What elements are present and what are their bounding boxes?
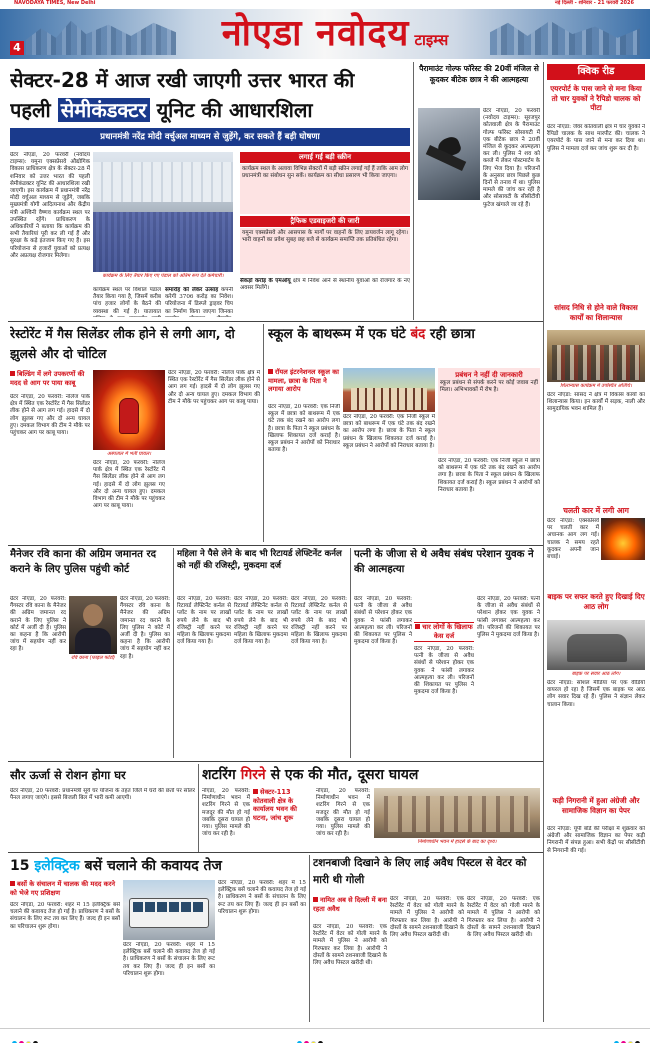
box-mou-text: क्षेत्र में निवेश आने से स्थानीय युवाओं को रोजगार के नए अवसर मिलेंगे। xyxy=(240,278,410,292)
wife-body: ग्रेटर नोएडा, 20 फरवरी: पत्नी के जीजा से अवैध संबंधों से परेशान होकर एक युवक ने फांसी लगाकर आत्महत्या कर ली। परिजनों की शिकायत पर पुलिस ने मुकदमा दर्ज किया है। xyxy=(354,596,412,646)
box-traffic-text: यमुना एक्सप्रेसवे और आसपास के मार्गों पर वाहनों के लिए डायवर्जन लागू रहेगा। भारी वाहनों का प्रवेश सुबह छह बजे से कार्यक्रम समाप्ति तक प्रतिबंधित रहेगा। xyxy=(240,228,410,274)
pistol-subhead-text: नामित अब से दिल्ली में बना रहता अवैध xyxy=(313,896,387,913)
gas-subhead-text: बिल्डिंग में लगे उपकरणों की मदद से आग पर पाया काबू xyxy=(10,370,85,387)
manager-caption: रवि काना (फाइल फोटो) xyxy=(71,655,115,661)
woman-body-3: ग्रेटर नोएडा, 20 फरवरी: रिटायर्ड लेफ्टिनेंट कर्नल से प्लॉट के नाम पर लाखों रुपये लेने के बाद भी रजिस्ट्री नहीं करने पर महिला के खिलाफ मुकदमा दर्ज किया गया है। xyxy=(291,596,347,646)
bus-photo xyxy=(123,880,215,940)
pistol-body: ग्रेटर नोएडा, 20 फरवरी: एक रेस्टोरेंट में वेटर को गोली मारने के मामले में पुलिस ने आरोपी को गिरफ्तार कर लिया है। आरोपी ने दोस्तों के सामने टशनबाजी दिखाने के लिए अवैध पिस्टल खरीदी थी। xyxy=(313,924,387,967)
school-headline-2: बंद xyxy=(410,326,426,342)
box-screen-title: लगाई गई बड़ी स्क्रीन xyxy=(240,152,410,163)
lead-photo xyxy=(93,152,233,272)
color-registration-bar xyxy=(0,1028,650,1043)
collapse-headline xyxy=(202,764,540,786)
woman-body-2: ग्रेटर नोएडा, 20 फरवरी: रिटायर्ड लेफ्टिनेंट कर्नल से प्लॉट के नाम पर लाखों रुपये लेने के बाद भी रजिस्ट्री नहीं करने पर महिला के खिलाफ मुकदमा दर्ज किया गया है। xyxy=(234,596,288,646)
quick2-headline: सांसद निधि से होने वाले विकास कार्यों का शिलान्यास xyxy=(554,303,638,322)
collapse-headline-1: शटरिंग xyxy=(202,767,236,783)
bus-body: ग्रेटर नोएडा, 20 फरवरी: शहर में 15 इलेक्ट्रिक बसें चलाने की कवायद तेज हो गई है। प्राधिकरण ने बसों के संचालन के लिए रूट तय कर लिए हैं। जल्द ही इन बसों का परिचालन शुरू होगा। xyxy=(10,902,120,930)
school-body-2: ग्रेटर नोएडा, 20 फरवरी: एक निजी स्कूल में छात्रा को बाथरूम में एक घंटे तक बंद रखने का आरोप लगा है। छात्रा के पिता ने स्कूल प्रबंधन के खिलाफ शिकायत दर्ज कराई है। स्कूल प्रबंधन ने आरोपों को निराधार बताया है। xyxy=(343,414,435,449)
box-mou-title: सैकड़ों करोड़ के एमओयू xyxy=(240,278,291,284)
masthead-title-tail: टाइम्स xyxy=(414,31,449,49)
topline xyxy=(0,0,650,8)
box-traffic-title: ट्रैफिक एडवाइजरी की जारी xyxy=(240,216,410,227)
bus-subhead xyxy=(10,880,120,900)
topline-right: नई दिल्ली - शनिवार - 21 फरवरी 2026 xyxy=(555,0,634,6)
lead-col3-text: कंपनी करेगी 3706 करोड़ का निवेश। परियोजना में डिस्प्ले ड्राइवर चिप का निर्माण किया जाएगा जिनका xyxy=(165,287,233,315)
paramount-body: ग्रेटर नोएडा, 20 फरवरी (नवोदय टाइम्स): सूरजपुर कोतवाली क्षेत्र के पैरामाउंट गोल्फ फॉरेस्ट सोसायटी में एक बीटेक छात्र ने 20वीं मंजिल से कूदकर आत्महत्या कर ली। पुलिस ने शव को कब्जे में लेकर पोस्टमार्टम के लिए भेज दिया है। परिजनों के अनुसार छात्र पिछले कुछ दिनों से तनाव में था। पुलिस मामले की जांच कर रही है और सोसायटी के सीसीटीवी फुटेज खंगाले जा रहे हैं। xyxy=(483,108,540,208)
collapse-headline-3: से एक की मौत, दूसरा घायल xyxy=(270,767,419,783)
manager-body: ग्रेटर नोएडा, 20 फरवरी: गैंगस्टर रवि काना के मैनेजर की अग्रिम जमानत रद कराने के लिए पुलिस ने कोर्ट में अर्जी दी है। पुलिस का कहना है कि आरोपी जांच में सहयोग नहीं कर रहा है। xyxy=(10,596,66,653)
quick-read-title: क्विक रीड xyxy=(547,64,645,80)
box-screen-text: कार्यक्रम स्थल के अलावा विभिन्न सेक्टरों में बड़ी स्क्रीन लगाई गई हैं ताकि आम लोग प्रधानमंत्री का संबोधन सुन सकें। कार्यक्रम का सीधा प्रसारण भी किया जाएगा। xyxy=(240,164,410,214)
quick3-headline: चलती कार में लगी आग xyxy=(563,506,629,515)
lead-headline-line2 xyxy=(10,96,410,124)
woman-headline: महिला ने पैसे लेने के बाद भी रिटायर्ड लेफ्टिनेंट कर्नल को नहीं की रजिस्ट्री, मुकदमा दर्ज xyxy=(177,549,342,571)
quick2-photo xyxy=(547,330,645,382)
quick3-body: ग्रेटर नोएडा: एक्सप्रेसवे पर चलती कार में अचानक आग लग गई। चालक ने समय रहते कूदकर अपनी जान बचाई। xyxy=(547,518,599,561)
lead-headline-rest: यूनिट की आधारशिला xyxy=(156,98,313,122)
principal-box xyxy=(438,368,540,454)
wife-body-3: ग्रेटर नोएडा, 20 फरवरी: पत्नी के जीजा से अवैध संबंधों से परेशान होकर एक युवक ने फांसी लगाकर आत्महत्या कर ली। परिजनों की शिकायत पर पुलिस ने मुकदमा दर्ज किया है। xyxy=(477,596,540,639)
school-body: ग्रेटर नोएडा, 20 फरवरी: एक निजी स्कूल में छात्रा को बाथरूम में एक घंटे तक बंद रखने का आरोप लगा है। छात्रा के पिता ने स्कूल प्रबंधन के खिलाफ शिकायत दर्ज कराई है। स्कूल प्रबंधन ने आरोपों को निराधार बताया है। xyxy=(268,404,340,454)
collapse-caption: निर्माणाधीन भवन में हादसे के बाद का दृश्य। xyxy=(417,839,497,845)
gas-headline: रेस्टोरेंट में गैस सिलेंडर लीक होने से लगी आग, दो झुलसे और दो चोटिल xyxy=(10,326,235,361)
quick4-body: ग्रेटर नोएडा: सोशल मीडिया पर एक वीडियो वायरल हो रहा है जिसमें एक बाइक पर आठ लोग सवार दिख रहे हैं। पुलिस ने संज्ञान लेकर चालान किया। xyxy=(547,680,645,708)
school-subhead-text: रॉयल इंटरनेशनल स्कूल का मामला, छात्रा के पिता ने लगाया आरोप xyxy=(268,368,339,393)
collapse-photo xyxy=(374,788,540,838)
quick5-headline: कड़ी निगरानी में हुआ अंग्रेजी और सामाजिक विज्ञान का पेपर xyxy=(552,796,640,815)
bus-subhead-text: बसों के संचालन में चालक की मदद करने को भेजे गए प्रशिक्षण xyxy=(10,880,116,897)
quick1-headline: एयरपोर्ट के पास जाने से मना किया तो चार युवकों ने रैपिडो चालक को पीटा xyxy=(550,84,642,112)
box-mou xyxy=(240,278,410,318)
quick3-photo xyxy=(601,518,645,560)
pistol-body-2: ग्रेटर नोएडा, 20 फरवरी: एक रेस्टोरेंट में वेटर को गोली मारने के मामले में पुलिस ने आरोपी को गिरफ्तार कर लिया है। आरोपी ने दोस्तों के सामने टशनबाजी दिखाने के लिए अवैध पिस्टल खरीदी थी। xyxy=(390,896,464,939)
lead-headline-line1: सेक्टर-28 में आज रखी जाएगी उत्तर भारत की xyxy=(10,68,355,92)
bus-headline-3: बसें चलाने की कवायद तेज xyxy=(84,858,222,874)
quick4-caption: बाइक पर सवार आठ लोग। xyxy=(571,671,621,677)
collapse-subhead-text: सेक्टर-113 कोतवाली क्षेत्र के कार्यालय भवन की घटना, जांच शुरू xyxy=(253,788,297,822)
collapse-headline-2: गिरने xyxy=(240,767,266,783)
topline-left: NAVODAYA TIMES, New Delhi xyxy=(14,0,96,6)
masthead-skyline-right xyxy=(490,17,640,55)
quick5-body: ग्रेटर नोएडा: यूपी बोर्ड की परीक्षा में शुक्रवार को अंग्रेजी और सामाजिक विज्ञान का पेपर कड़ी निगरानी में संपन्न हुआ। सभी केंद्रों पर सीसीटीवी से निगरानी की गई। xyxy=(547,826,645,854)
manager-body-2: ग्रेटर नोएडा, 20 फरवरी: गैंगस्टर रवि काना के मैनेजर की अग्रिम जमानत रद कराने के लिए पुलिस ने कोर्ट में अर्जी दी है। पुलिस का कहना है कि आरोपी जांच में सहयोग नहीं कर रहा है। xyxy=(120,596,170,660)
wife-subhead-text: चार लोगों के खिलाफ केस दर्ज xyxy=(422,623,473,640)
masthead-skyline-left xyxy=(26,17,176,55)
pistol-subhead xyxy=(313,896,387,922)
collapse-body-2: नोएडा, 20 फरवरी: निर्माणाधीन भवन में शटरिंग गिरने से एक मजदूर की मौत हो गई जबकि दूसरा घायल हो गया। पुलिस मामले की जांच कर रही है। xyxy=(316,788,370,838)
quick4-headline: बाइक पर सफर करते हुए दिखाई दिए आठ लोग xyxy=(547,592,645,611)
wife-subhead xyxy=(414,622,474,642)
masthead xyxy=(0,9,650,59)
woman-body: ग्रेटर नोएडा, 20 फरवरी: रिटायर्ड लेफ्टिनेंट कर्नल से प्लॉट के नाम पर लाखों रुपये लेने के बाद भी रजिस्ट्री नहीं करने पर महिला के खिलाफ मुकदमा दर्ज किया गया है। xyxy=(177,596,231,646)
gas-body-2: ग्रेटर नोएडा, 20 फरवरी: नॉलेज पार्क क्षेत्र में स्थित एक रेस्टोरेंट में गैस सिलेंडर लीक होने से आग लग गई। हादसे में दो लोग झुलस गए और दो अन्य घायल हुए। दमकल विभाग की टीम ने मौके पर पहुंचकर आग पर काबू पाया। xyxy=(93,460,165,510)
gas-caption: अस्पताल में भर्ती घायल। xyxy=(107,451,151,457)
collapse-body: नोएडा, 20 फरवरी: निर्माणाधीन भवन में शटरिंग गिरने से एक मजदूर की मौत हो गई जबकि दूसरा घायल हो गया। पुलिस मामले की जांच कर रही है। xyxy=(202,788,250,838)
wife-headline: पत्नी के जीजा से थे अवैध संबंध परेशान युवक ने की आत्महत्या xyxy=(354,549,534,575)
bus-headline xyxy=(10,855,306,877)
masthead-title xyxy=(180,9,490,59)
solar-headline: सौर ऊर्जा से रोशन होगा घर xyxy=(10,768,126,782)
school-headline xyxy=(268,324,540,364)
bus-headline-1: 15 xyxy=(10,858,30,874)
paramount-headline: पैरामाउंट गोल्फ फॉरेस्ट की 20वीं मंजिल से कूदकर बीटेक छात्र ने की आत्महत्या xyxy=(419,64,539,84)
quick1-body: ग्रेटर नोएडा: जेवर कोतवाली क्षेत्र में चार युवकों ने रैपिडो चालक के साथ मारपीट की। चालक ने एयरपोर्ट के पास जाने से मना कर दिया था। पुलिस ने मामला दर्ज कर जांच शुरू कर दी है। xyxy=(547,124,645,152)
quick4-photo xyxy=(547,620,645,670)
gas-photo xyxy=(93,370,165,450)
solar-body: ग्रेटर नोएडा, 20 फरवरी: प्रधानमंत्री सूर्य घर योजना के तहत जिले में घरों की छतों पर सोलर पैनल लगाए जाएंगे। इससे बिजली बिल में भारी कमी आएगी। xyxy=(10,788,195,802)
gas-subhead xyxy=(10,370,90,392)
quick2-body: ग्रेटर नोएडा: सांसद ने क्षेत्र में विकास कार्यों का शिलान्यास किया। इन कार्यों में सड़क, नाली और सामुदायिक भवन शामिल हैं। xyxy=(547,392,645,413)
masthead-title-main: नोएडा नवोदय xyxy=(221,13,410,54)
bus-body-3: ग्रेटर नोएडा, 20 फरवरी: शहर में 15 इलेक्ट्रिक बसें चलाने की कवायद तेज हो गई है। प्राधिकरण ने बसों के संचालन के लिए रूट तय कर लिए हैं। जल्द ही इन बसों का परिचालन शुरू होगा। xyxy=(218,880,306,915)
lead-body-2: कार्यक्रम स्थल पर विशाल पंडाल तैयार किया गया है, जिसमें करीब पांच हजार लोगों के बैठने की व्यवस्था की गई है। यातायात xyxy=(93,287,161,315)
collapse-subhead xyxy=(253,788,313,832)
principal-text: स्कूल प्रबंधन से संपर्क करने पर कोई जवाब नहीं मिला। अभिभावकों में रोष है। xyxy=(440,380,538,394)
manager-photo xyxy=(69,596,117,654)
lead-col3 xyxy=(165,287,233,317)
bus-headline-2: इलेक्ट्रिक xyxy=(34,858,80,874)
gas-body-3: ग्रेटर नोएडा, 20 फरवरी: नॉलेज पार्क क्षेत्र में स्थित एक रेस्टोरेंट में गैस सिलेंडर लीक होने से आग लग गई। हादसे में दो लोग झुलस गए और दो अन्य घायल हुए। दमकल विभाग की टीम ने मौके पर पहुंचकर आग पर काबू पाया। xyxy=(168,370,260,405)
wife-body-2: ग्रेटर नोएडा, 20 फरवरी: पत्नी के जीजा से अवैध संबंधों से परेशान होकर एक युवक ने फांसी लगाकर आत्महत्या कर ली। परिजनों की शिकायत पर पुलिस ने मुकदमा दर्ज किया है। xyxy=(414,646,474,696)
lead-subhead: प्रधानमंत्री नरेंद्र मोदी वर्चुअल माध्यम से जुड़ेंगे, कर सकते हैं बड़ी घोषणा xyxy=(10,128,410,146)
school-subhead xyxy=(268,368,340,402)
lead-headline-highlight: सेमीकंडक्टर xyxy=(58,98,150,122)
paramount-photo xyxy=(418,108,480,200)
pistol-headline: टशनबाजी दिखाने के लिए लाई अवैध पिस्टल से वेटर को मारी थी गोली xyxy=(313,857,527,886)
gas-body: ग्रेटर नोएडा, 20 फरवरी: नॉलेज पार्क क्षेत्र में स्थित एक रेस्टोरेंट में गैस सिलेंडर लीक होने से आग लग गई। हादसे में दो लोग झुलस गए और दो अन्य घायल हुए। दमकल विभाग की टीम ने मौके पर पहुंचकर आग पर काबू पाया। xyxy=(10,394,90,437)
page-number: 4 xyxy=(10,41,24,55)
lead-photo-caption: कार्यक्रम के लिए तैयार किए गए पंडाल को अंतिम रूप देते कर्मचारी। xyxy=(102,273,224,279)
school-headline-1: स्कूल के बाथरूम में एक घंटे xyxy=(268,326,406,342)
bus-body-2: ग्रेटर नोएडा, 20 फरवरी: शहर में 15 इलेक्ट्रिक बसें चलाने की कवायद तेज हो गई है। प्राधिकरण ने बसों के संचालन के लिए रूट तय कर लिए हैं। जल्द ही इन बसों का परिचालन शुरू होगा। xyxy=(123,942,215,977)
manager-headline: मैनेजर रवि काना की अग्रिम जमानत रद कराने के लिए पुलिस पहुंची कोर्ट xyxy=(10,549,157,575)
quick2-caption: शिलान्यास कार्यक्रम में उपस्थित अतिथि। xyxy=(560,383,632,389)
pistol-body-3: ग्रेटर नोएडा, 20 फरवरी: एक रेस्टोरेंट में वेटर को गोली मारने के मामले में पुलिस ने आरोपी को गिरफ्तार कर लिया है। आरोपी ने दोस्तों के सामने टशनबाजी दिखाने के लिए अवैध पिस्टल खरीदी थी। xyxy=(467,896,540,939)
school-headline-3: रही छात्रा xyxy=(430,326,475,342)
principal-head: प्रबंधन ने नहीं दी जानकारी xyxy=(455,371,523,379)
lead-body: ग्रेटर नोएडा, 20 फरवरी (नवोदय टाइम्स): यमुना एक्सप्रेसवे औद्योगिक विकास प्राधिकरण क्षेत्र के सेक्टर-28 में शनिवार को उत्तर भारत की पहली सेमीकंडक्टर यूनिट की आधारशिला रखी जाएगी। इस कार्यक्रम में प्रधानमंत्री नरेंद्र मोदी वर्चुअल माध्यम से जुड़ेंगे, जबकि मुख्यमंत्री योगी आदित्यनाथ और केंद्रीय मंत्री अश्विनी वैष्णव कार्यक्रम स्थल पर उपस्थित रहेंगे। प्राधिकरण के अधिकारियों ने बताया कि कार्यक्रम की सभी तैयारियां पूरी कर ली गई हैं और सुरक्षा के कड़े इंतजाम किए गए हैं। इस परियोजना से हजारों युवाओं को प्रत्यक्ष और अप्रत्यक्ष रोजगार मिलेगा। xyxy=(10,152,90,259)
school-photo xyxy=(343,368,435,412)
lead-col3-head: समारोह को लेकर उत्साह xyxy=(165,287,219,293)
school-body-3: ग्रेटर नोएडा, 20 फरवरी: एक निजी स्कूल में छात्रा को बाथरूम में एक घंटे तक बंद रखने का आरोप लगा है। छात्रा के पिता ने स्कूल प्रबंधन के खिलाफ शिकायत दर्ज कराई है। स्कूल प्रबंधन ने आरोपों को निराधार बताया है। xyxy=(438,458,540,493)
lead-headline-word1: पहली xyxy=(10,98,51,122)
